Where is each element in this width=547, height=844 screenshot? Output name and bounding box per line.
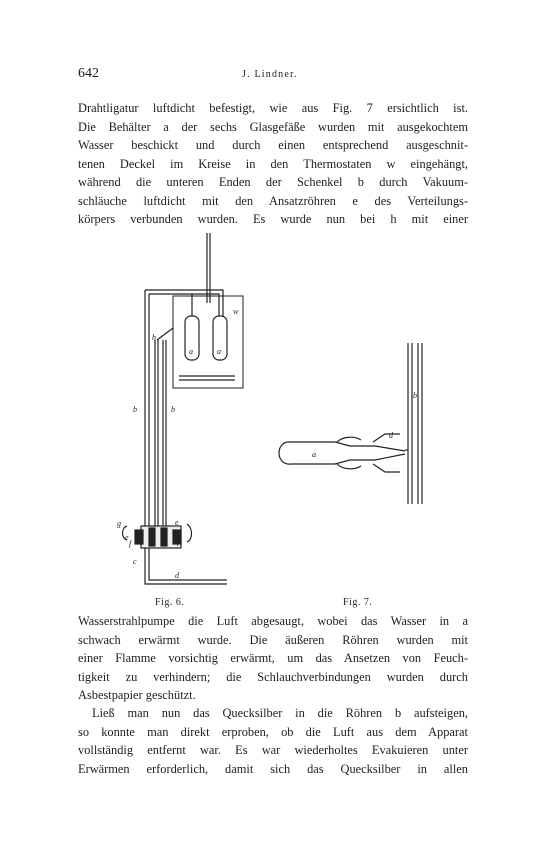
- text-line: Wasser beschickt und durch einen entsprechend ausgeschnit-: [78, 138, 468, 152]
- label-a1: a: [189, 347, 193, 356]
- label-b: b: [413, 391, 417, 400]
- label-e1: e: [175, 518, 179, 527]
- label-e2: e: [125, 533, 129, 542]
- text-line: während die unteren Enden der Schenkel b durch Vakuum-: [78, 175, 468, 189]
- text-line: Ließ man nun das Quecksilber in die Röhren b aufsteigen,: [92, 706, 468, 720]
- text-line: tigkeit zu verhindern; die Schlauchverbindungen wurden durch: [78, 669, 468, 684]
- text-line: tenen Deckel im Kreise in den Thermostaten w eingehängt,: [78, 156, 468, 171]
- text-line: Drahtligatur luftdicht befestigt, wie aus Fig. 7 ersichtlich ist.: [78, 101, 468, 115]
- text-line: vollständig entfernt war. Es war wiederholtes Evakuieren unter: [78, 743, 468, 757]
- text-line: schwach erwärmt wurde. Die äußeren Röhren wurden mit: [78, 632, 468, 647]
- paragraph-middle: [78, 612, 468, 705]
- label-b2: b: [171, 405, 175, 414]
- label-b1: b: [133, 405, 137, 414]
- text-line: körpers verbunden wurden. Es wurde nun bei h mit einer: [78, 212, 468, 226]
- label-a: a: [312, 450, 316, 459]
- figure-6-apparatus: [123, 233, 244, 584]
- figures-illustration: [105, 228, 445, 598]
- label-f2: f: [177, 537, 180, 546]
- label-d: d: [175, 571, 179, 580]
- label-g: g: [117, 519, 121, 528]
- figure-7-labels: [312, 391, 417, 459]
- text-line: Asbestpapier geschützt.: [78, 688, 196, 702]
- label-f1: f: [129, 539, 132, 548]
- label-a2: a: [217, 347, 221, 356]
- text-line: Die Behälter a der sechs Glasgefäße wurden mit ausgekochtem: [78, 119, 468, 134]
- figure-6-caption: Fig. 6.: [155, 597, 185, 608]
- text-line: Wasserstrahlpumpe die Luft abgesaugt, wobei das Wasser in a: [78, 614, 468, 628]
- figure-7-caption: Fig. 7.: [343, 597, 373, 608]
- label-w: w: [233, 307, 239, 316]
- page-number: 642: [78, 66, 99, 81]
- running-head: J. Lindner.: [242, 69, 298, 80]
- text-line: so konnte man direkt erproben, ob die Luft aus dem Apparat: [78, 724, 468, 739]
- paragraph-bottom: [78, 704, 468, 778]
- paragraph-top: [78, 99, 468, 229]
- figure-7-vessel: [279, 343, 422, 504]
- text-line: einer Flamme vorsichtig erwärmt, um das Ansetzen von Feuch-: [78, 651, 468, 665]
- label-h: h: [152, 333, 156, 342]
- text-line: schläuche luftdicht mit den Ansatzröhren e des Verteilungs-: [78, 193, 468, 208]
- label-c: c: [133, 557, 137, 566]
- label-d: d: [389, 431, 393, 440]
- text-line: Erwärmen erforderlich, damit sich das Quecksilber in allen: [78, 761, 468, 776]
